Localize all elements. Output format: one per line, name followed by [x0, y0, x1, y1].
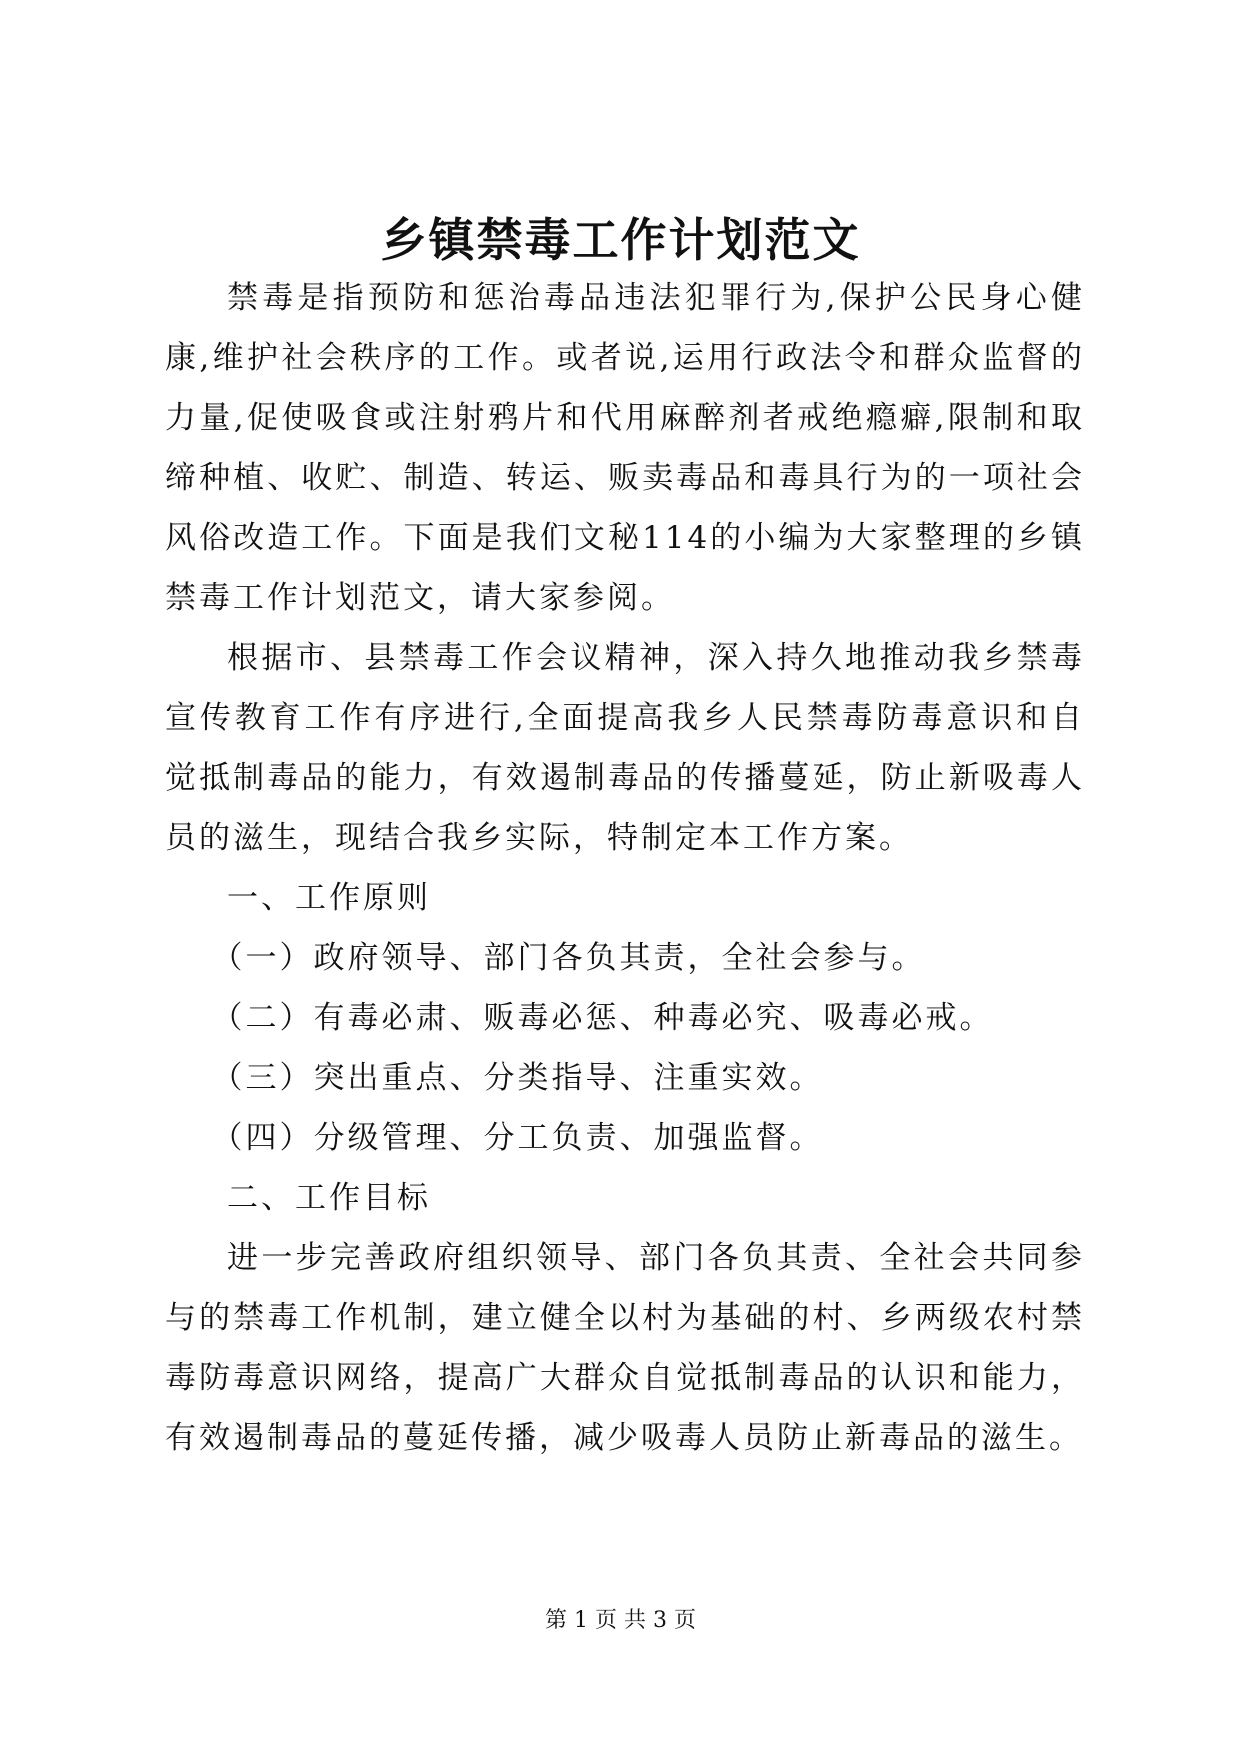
- principle-item-3: （三）突出重点、分类指导、注重实效。: [211, 1060, 824, 1096]
- paragraph-purpose: 根据市、县禁毒工作会议精神，深入持久地推动我乡禁毒宣传教育工作有序进行,全面提高我乡人民禁毒防毒意识和自觉抵制毒品的能力，有效遏制毒品的传播蔓延，防止新吸毒人员的滋生，现结合我乡实际，特制定本工作方案。: [165, 640, 1085, 856]
- paragraph-intro: 禁毒是指预防和惩治毒品违法犯罪行为,保护公民身心健康,维护社会秩序的工作。或者说,运用行政法令和群众监督的力量,促使吸食或注射鸦片和代用麻醉剂者戒绝瘾癖,限制和取缔种植、收贮、制造、转运、贩卖毒品和毒具行为的一项社会风俗改造工作。下面是我们文秘114的小编为大家整理的乡镇禁毒工作计划范文，请大家参阅。: [165, 280, 1085, 616]
- principle-item-1: （一）政府领导、部门各负其责，全社会参与。: [211, 940, 926, 976]
- heading-principles: 一、工作原则: [227, 880, 431, 916]
- principle-item-2: （二）有毒必肃、贩毒必惩、种毒必究、吸毒必戒。: [211, 1000, 994, 1036]
- document-title: 乡镇禁毒工作计划范文: [380, 213, 861, 267]
- page-number-footer: 第 1 页 共 3 页: [545, 1608, 696, 1633]
- heading-goals: 二、工作目标: [227, 1180, 431, 1216]
- paragraph-goals: 进一步完善政府组织领导、部门各负其责、全社会共同参与的禁毒工作机制，建立健全以村为基础的村、乡两级农村禁毒防毒意识网络，提高广大群众自觉抵制毒品的认识和能力，有效遏制毒品的蔓延传播，减少吸毒人员防止新毒品的滋生。: [165, 1240, 1085, 1456]
- document-body: [165, 268, 1085, 1468]
- principle-item-4: （四）分级管理、分工负责、加强监督。: [211, 1120, 824, 1156]
